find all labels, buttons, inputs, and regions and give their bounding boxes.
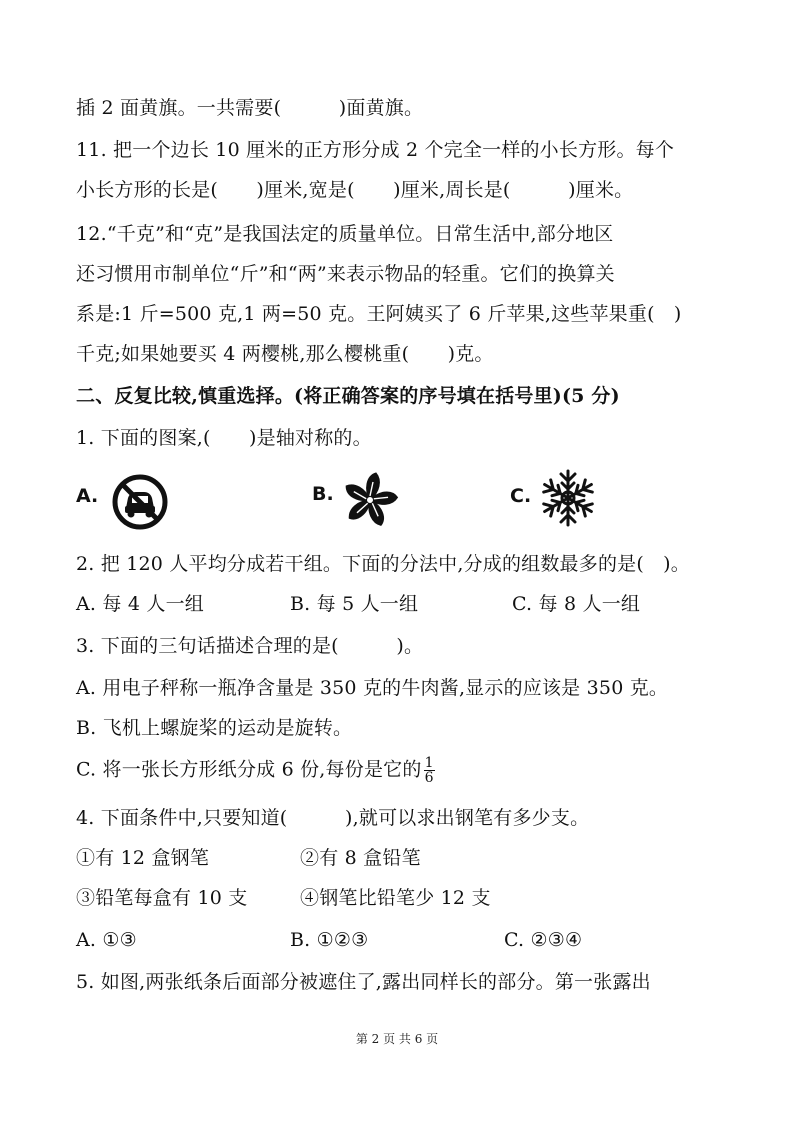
q4-condition-1: ①有 12 盒钢笔 [76,847,210,869]
q2-option-c: C. 每 8 人一组 [512,593,641,615]
no-vehicle-sign-icon [112,474,168,530]
fraction-denominator: 6 [424,770,434,786]
section-2-heading: 二、反复比较,慎重选择。(将正确答案的序号填在括号里)(5 分) [76,385,620,407]
q4-option-a: A. ①③ [76,929,137,951]
page-footer: 第 2 页 共 6 页 [355,1032,439,1046]
fraction-numerator: 1 [424,755,434,771]
q4-option-b: B. ①②③ [290,929,369,951]
fraction-one-sixth [424,756,435,785]
choice-question-1: 1. 下面的图案,( )是轴对称的。 [76,427,372,449]
question-12-line-4: 千克;如果她要买 4 两樱桃,那么樱桃重( )克。 [76,343,494,365]
question-10-tail: 插 2 面黄旗。一共需要( )面黄旗。 [76,97,424,119]
choice-question-2: 2. 把 120 人平均分成若干组。下面的分法中,分成的组数最多的是( )。 [76,553,690,575]
q3-option-b: B. 飞机上螺旋桨的运动是旋转。 [76,717,353,739]
q3-option-c [76,756,435,785]
question-11-line-2: 小长方形的长是( )厘米,宽是( )厘米,周长是( )厘米。 [76,179,634,201]
question-12-line-2: 还习惯用市制单位“斤”和“两”来表示物品的轻重。它们的换算关 [76,263,615,285]
question-12-line-3: 系是:1 斤=500 克,1 两=50 克。王阿姨买了 6 斤苹果,这些苹果重( ) [76,303,682,325]
q2-option-a: A. 每 4 人一组 [76,593,204,615]
q4-option-c: C. ②③④ [504,929,583,951]
q2-option-b: B. 每 5 人一组 [290,593,419,615]
q4-condition-3: ③铅笔每盒有 10 支 [76,887,248,909]
option-b-label: B. [312,483,334,505]
choice-question-3: 3. 下面的三句话描述合理的是( )。 [76,635,424,657]
question-11-line-1: 11. 把一个边长 10 厘米的正方形分成 2 个完全一样的小长方形。每个 [76,139,675,161]
choice-question-5: 5. 如图,两张纸条后面部分被遮住了,露出同样长的部分。第一张露出 [76,971,651,993]
q3-option-a: A. 用电子秤称一瓶净含量是 350 克的牛肉酱,显示的应该是 350 克。 [76,677,669,699]
option-c-label: C. [510,485,532,507]
question-12-line-1: 12.“千克”和“克”是我国法定的质量单位。日常生活中,部分地区 [76,223,614,245]
snowflake-icon [536,466,600,530]
q4-condition-4: ④钢笔比铅笔少 12 支 [300,887,491,909]
q3-option-c-text: C. 将一张长方形纸分成 6 份,每份是它的 [76,758,422,781]
option-a-label: A. [76,485,99,507]
q4-condition-2: ②有 8 盒铅笔 [300,847,421,869]
bauhinia-flower-icon [340,470,400,530]
choice-question-4: 4. 下面条件中,只要知道( ),就可以求出钢笔有多少支。 [76,807,590,829]
